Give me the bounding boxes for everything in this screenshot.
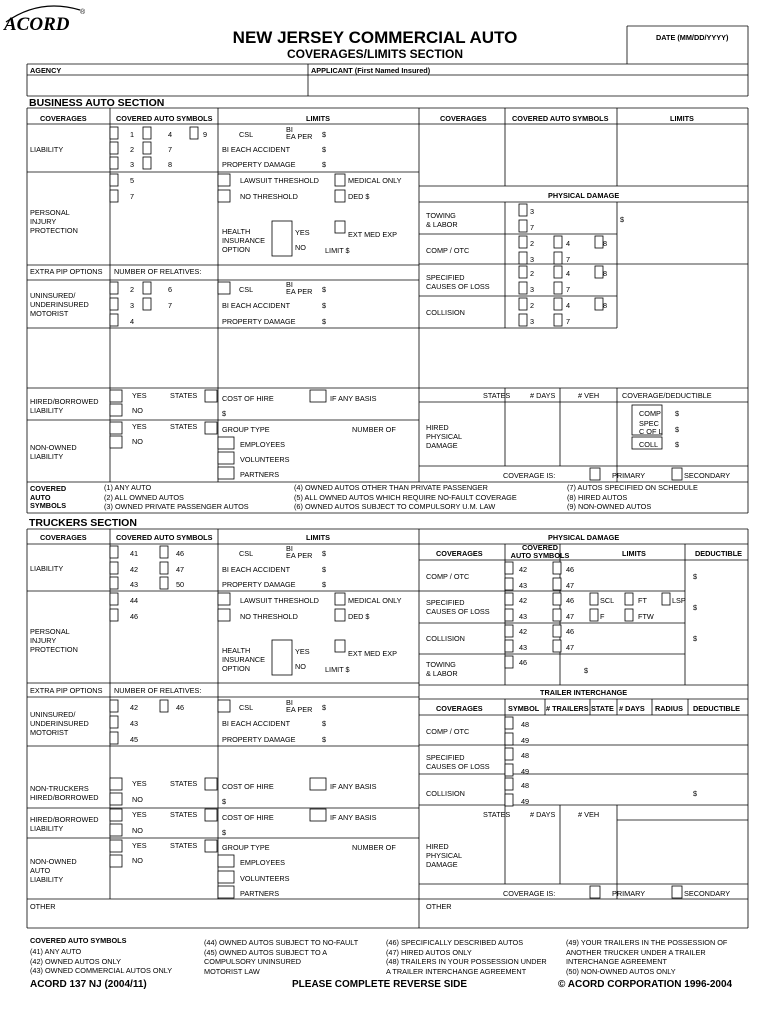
property-damage-label: PROPERTY DAMAGE xyxy=(222,580,296,589)
pip-label: PERSONAL INJURY PROTECTION xyxy=(30,208,78,235)
ea-per-label: EA PER xyxy=(286,705,313,714)
truckers-symbols-col1: (41) ANY AUTO (42) OWNED AUTOS ONLY (43) OWNED COMMERCIAL AUTOS ONLY xyxy=(30,947,173,975)
bi-each-accident-label: BI EACH ACCIDENT xyxy=(222,301,291,310)
states-label: STATES xyxy=(170,422,198,431)
liability-label: LIABILITY xyxy=(30,145,64,154)
collision-label: COLLISION xyxy=(426,634,465,643)
sym-43[interactable]: 43 xyxy=(130,719,139,728)
col-limits: LIMITS xyxy=(306,533,330,542)
business-auto-section-title: BUSINESS AUTO SECTION xyxy=(29,97,165,109)
bi-label: BI xyxy=(286,544,293,553)
dollar: $ xyxy=(675,425,680,434)
ded-label: DED $ xyxy=(348,192,370,201)
sym-47[interactable]: 47 xyxy=(566,581,575,590)
yes-label: YES xyxy=(295,647,310,656)
col-coverages-right: COVERAGES xyxy=(440,114,487,123)
sym-42[interactable]: 42 xyxy=(519,596,528,605)
property-damage-label: PROPERTY DAMAGE xyxy=(222,160,296,169)
sym-43[interactable]: 43 xyxy=(519,581,528,590)
specified-causes-label: SPECIFIED CAUSES OF LOSS xyxy=(426,273,490,291)
sym-49[interactable]: 49 xyxy=(521,736,530,745)
liability-label: LIABILITY xyxy=(30,564,64,573)
sym-43[interactable]: 43 xyxy=(519,612,528,621)
dollar: $ xyxy=(322,719,327,728)
col-limits-right: LIMITS xyxy=(622,549,646,558)
property-damage-label: PROPERTY DAMAGE xyxy=(222,735,296,744)
sym-42[interactable]: 42 xyxy=(130,565,139,574)
pip-label: PERSONAL INJURY PROTECTION xyxy=(30,627,78,654)
dollar: $ xyxy=(693,603,698,612)
sym-41[interactable]: 41 xyxy=(130,549,139,558)
sym-2[interactable]: 2 xyxy=(530,269,535,278)
ded-label: DED $ xyxy=(348,612,370,621)
no-threshold-label: NO THRESHOLD xyxy=(240,612,298,621)
cost-of-hire-label: COST OF HIRE xyxy=(222,782,274,791)
csl-label: CSL xyxy=(239,130,254,139)
veh-label: # VEH xyxy=(578,391,600,400)
sym-46[interactable]: 46 xyxy=(176,549,185,558)
sym-47[interactable]: 47 xyxy=(566,643,575,652)
lawsuit-threshold-label: LAWSUIT THRESHOLD xyxy=(240,596,319,605)
states-label: STATES xyxy=(170,841,198,850)
states-label: STATES xyxy=(170,810,198,819)
col-symbols-right: COVERED AUTO SYMBOLS xyxy=(512,114,609,123)
veh-label: # VEH xyxy=(578,810,600,819)
csl-label: CSL xyxy=(239,549,254,558)
dollar: $ xyxy=(322,130,327,139)
sym-7[interactable]: 7 xyxy=(530,223,535,232)
um-label: UNINSURED/ UNDERINSURED MOTORIST xyxy=(30,291,89,318)
primary-label: PRIMARY xyxy=(612,889,646,898)
sym-46[interactable]: 46 xyxy=(566,596,575,605)
col-trailers: # TRAILERS xyxy=(546,704,589,713)
dollar: $ xyxy=(322,301,327,310)
truckers-symbols-col4: (49) YOUR TRAILERS IN THE POSSESSION OF ANOTHER TRUCKER UNDER A TRAILER INTERCHANGE AGREEMENT (50) NON-OWNED AUTOS ONLY xyxy=(566,938,728,976)
sym-4[interactable]: 4 xyxy=(566,269,571,278)
sym-46[interactable]: 46 xyxy=(130,612,139,621)
yes-label: YES xyxy=(132,810,147,819)
col-symbol: SYMBOL xyxy=(508,704,540,713)
col-coverages-right: COVERAGES xyxy=(436,704,483,713)
sym-8[interactable]: 8 xyxy=(603,301,608,310)
ext-med-exp-label: EXT MED EXP xyxy=(348,649,397,658)
sym-7[interactable]: 7 xyxy=(168,301,173,310)
sym-7[interactable]: 7 xyxy=(566,317,571,326)
um-label: UNINSURED/ UNDERINSURED MOTORIST xyxy=(30,710,89,737)
dollar: $ xyxy=(322,580,327,589)
non-owned-auto-label: NON-OWNED AUTO LIABILITY xyxy=(30,857,77,884)
states-label: STATES xyxy=(170,391,198,400)
col-deductible: DEDUCTIBLE xyxy=(693,704,741,713)
comp-otc-label: COMP / OTC xyxy=(426,246,470,255)
other-label: OTHER xyxy=(426,902,452,911)
no-label: NO xyxy=(132,856,143,865)
sym-49[interactable]: 49 xyxy=(521,797,530,806)
dollar: $ xyxy=(584,666,589,675)
extra-pip-options-label: EXTRA PIP OPTIONS xyxy=(30,267,103,276)
sym-42[interactable]: 42 xyxy=(130,703,139,712)
no-label: NO xyxy=(295,243,306,252)
dollar: $ xyxy=(620,215,625,224)
partners-label: PARTNERS xyxy=(240,470,280,479)
sym-46[interactable]: 46 xyxy=(566,627,575,636)
limit-label: LIMIT $ xyxy=(325,246,350,255)
days-label: # DAYS xyxy=(530,391,556,400)
bi-label: BI xyxy=(286,698,293,707)
towing-label: TOWING & LABOR xyxy=(426,211,458,229)
symbols-legend-col2: (4) OWNED AUTOS OTHER THAN PRIVATE PASSENGER (5) ALL OWNED AUTOS WHICH REQUIRE NO-FAULT COVERAGE (6) OWNED AUTOS SUBJECT TO COMPULSORY U.M. LAW xyxy=(294,483,517,512)
date-label: DATE (MM/DD/YYYY) xyxy=(656,33,729,42)
days-label: # DAYS xyxy=(530,810,556,819)
group-type-label: GROUP TYPE xyxy=(222,843,270,852)
sym-49[interactable]: 49 xyxy=(521,767,530,776)
f-label: F xyxy=(600,612,605,621)
no-label: NO xyxy=(132,437,143,446)
states-label: STATES xyxy=(483,810,511,819)
hired-physical-damage-label: HIRED PHYSICAL DAMAGE xyxy=(426,423,463,450)
employees-label: EMPLOYEES xyxy=(240,858,286,867)
sym-3[interactable]: 3 xyxy=(530,255,535,264)
applicant-label: APPLICANT (First Named Insured) xyxy=(311,66,431,75)
secondary-label: SECONDARY xyxy=(684,471,731,480)
comp-otc-label: COMP / OTC xyxy=(426,727,470,736)
svg-text:®: ® xyxy=(80,9,86,16)
yes-label: YES xyxy=(132,391,147,400)
ea-per-label: EA PER xyxy=(286,132,313,141)
sym-4[interactable]: 4 xyxy=(168,130,173,139)
sym-7[interactable]: 7 xyxy=(130,192,135,201)
specified-causes-label: SPECIFIED CAUSES OF LOSS xyxy=(426,598,490,616)
sym-7[interactable]: 7 xyxy=(566,285,571,294)
truckers-section-title: TRUCKERS SECTION xyxy=(29,517,137,529)
col-covered-auto-symbols: COVERED AUTO SYMBOLS xyxy=(116,114,213,123)
non-truckers-label: NON-TRUCKERS HIRED/BORROWED xyxy=(30,784,99,802)
truckers-symbols-col2: (44) OWNED AUTOS SUBJECT TO NO-FAULT (45) OWNED AUTOS SUBJECT TO A COMPULSORY UNINSURED MOTORIST LAW xyxy=(204,938,359,976)
medical-only-label: MEDICAL ONLY xyxy=(348,596,402,605)
sym-4[interactable]: 4 xyxy=(130,317,135,326)
bi-each-accident-label: BI EACH ACCIDENT xyxy=(222,565,291,574)
number-of-relatives-label: NUMBER OF RELATIVES: xyxy=(114,686,202,695)
form-title: NEW JERSEY COMMERCIAL AUTO xyxy=(232,28,518,47)
symbols-legend-col1: (1) ANY AUTO (2) ALL OWNED AUTOS (3) OWNED PRIVATE PASSENGER AUTOS xyxy=(104,483,249,512)
number-of-label: NUMBER OF xyxy=(352,425,396,434)
volunteers-label: VOLUNTEERS xyxy=(240,874,290,883)
coverage-deductible-label: COVERAGE/DEDUCTIBLE xyxy=(622,391,712,400)
dollar: $ xyxy=(675,409,680,418)
bi-each-accident-label: BI EACH ACCIDENT xyxy=(222,719,291,728)
yes-label: YES xyxy=(295,228,310,237)
ea-per-label: EA PER xyxy=(286,287,313,296)
dollar: $ xyxy=(222,828,227,837)
sym-2[interactable]: 2 xyxy=(530,239,535,248)
col-covered-auto-symbols-right: COVERED AUTO SYMBOLS xyxy=(510,543,570,560)
sym-4[interactable]: 4 xyxy=(566,301,571,310)
dollar: $ xyxy=(322,285,327,294)
physical-damage-header: PHYSICAL DAMAGE xyxy=(548,533,620,542)
sym-2[interactable]: 2 xyxy=(130,145,135,154)
sym-42[interactable]: 42 xyxy=(519,565,528,574)
no-label: NO xyxy=(132,406,143,415)
col-limits-right: LIMITS xyxy=(670,114,694,123)
secondary-label: SECONDARY xyxy=(684,889,731,898)
sym-45[interactable]: 45 xyxy=(130,735,139,744)
sym-46[interactable]: 46 xyxy=(566,565,575,574)
sym-3[interactable]: 3 xyxy=(130,160,135,169)
col-state: STATE xyxy=(591,704,614,713)
yes-label: YES xyxy=(132,841,147,850)
no-label: NO xyxy=(295,662,306,671)
spec-col-label: SPEC C OF L xyxy=(639,419,663,436)
sym-48[interactable]: 48 xyxy=(521,751,530,760)
sym-3[interactable]: 3 xyxy=(530,207,535,216)
no-threshold-label: NO THRESHOLD xyxy=(240,192,298,201)
complete-reverse-notice: PLEASE COMPLETE REVERSE SIDE xyxy=(292,979,468,990)
volunteers-label: VOLUNTEERS xyxy=(240,455,290,464)
ext-med-exp-label: EXT MED EXP xyxy=(348,230,397,239)
sym-2[interactable]: 2 xyxy=(130,285,135,294)
acord-logo xyxy=(0,0,86,34)
form-subtitle: COVERAGES/LIMITS SECTION xyxy=(286,47,464,61)
sym-48[interactable]: 48 xyxy=(521,720,530,729)
sym-8[interactable]: 8 xyxy=(603,269,608,278)
sym-4[interactable]: 4 xyxy=(566,239,571,248)
partners-label: PARTNERS xyxy=(240,889,280,898)
sym-43[interactable]: 43 xyxy=(130,580,139,589)
collision-label: COLLISION xyxy=(426,308,465,317)
csl-label: CSL xyxy=(239,703,254,712)
group-type-label: GROUP TYPE xyxy=(222,425,270,434)
dollar: $ xyxy=(675,440,680,449)
hired-borrowed-label: HIRED/BORROWED LIABILITY xyxy=(30,397,99,415)
non-owned-label: NON-OWNED LIABILITY xyxy=(30,443,77,461)
col-coverages: COVERAGES xyxy=(40,533,87,542)
sym-42[interactable]: 42 xyxy=(519,627,528,636)
collision-label: COLLISION xyxy=(426,789,465,798)
sym-47[interactable]: 47 xyxy=(176,565,185,574)
sym-8[interactable]: 8 xyxy=(603,239,608,248)
sym-43[interactable]: 43 xyxy=(519,643,528,652)
hired-borrowed-label: HIRED/BORROWED LIABILITY xyxy=(30,815,99,833)
medical-only-label: MEDICAL ONLY xyxy=(348,176,402,185)
primary-label: PRIMARY xyxy=(612,471,646,480)
sym-2[interactable]: 2 xyxy=(530,301,535,310)
dollar: $ xyxy=(322,735,327,744)
sym-46[interactable]: 46 xyxy=(176,703,185,712)
truckers-covered-auto-symbols-title: COVERED AUTO SYMBOLS xyxy=(30,936,127,945)
dollar: $ xyxy=(322,565,327,574)
sym-1[interactable]: 1 xyxy=(130,130,135,139)
lawsuit-threshold-label: LAWSUIT THRESHOLD xyxy=(240,176,319,185)
lsp-label: LSP xyxy=(672,596,686,605)
limit-label: LIMIT $ xyxy=(325,665,350,674)
truckers-symbols-col3: (46) SPECIFICALLY DESCRIBED AUTOS (47) HIRED AUTOS ONLY (48) TRAILERS IN YOUR POSSESSION UNDER A TRAILER INTERCHANGE AGREEMENT xyxy=(386,938,547,976)
ea-per-label: EA PER xyxy=(286,551,313,560)
extra-pip-options-label: EXTRA PIP OPTIONS xyxy=(30,686,103,695)
if-any-basis-label: IF ANY BASIS xyxy=(330,394,377,403)
specified-causes-label: SPECIFIED CAUSES OF LOSS xyxy=(426,753,490,771)
scl-label: SCL xyxy=(600,596,615,605)
coverage-is-label: COVERAGE IS: xyxy=(503,471,556,480)
comp-otc-label: COMP / OTC xyxy=(426,572,470,581)
no-label: NO xyxy=(132,795,143,804)
copyright: © ACORD CORPORATION 1996-2004 xyxy=(558,979,733,990)
states-label: STATES xyxy=(483,391,511,400)
number-of-label: NUMBER OF xyxy=(352,843,396,852)
no-label: NO xyxy=(132,826,143,835)
col-deductible: DEDUCTIBLE xyxy=(695,549,743,558)
col-covered-auto-symbols: COVERED AUTO SYMBOLS xyxy=(116,533,213,542)
col-limits: LIMITS xyxy=(306,114,330,123)
sym-46[interactable]: 46 xyxy=(519,658,528,667)
bi-each-accident-label: BI EACH ACCIDENT xyxy=(222,145,291,154)
sym-44[interactable]: 44 xyxy=(130,596,139,605)
coverage-is-label: COVERAGE IS: xyxy=(503,889,556,898)
coll-label: COLL xyxy=(639,440,659,449)
dollar: $ xyxy=(693,789,698,798)
dollar: $ xyxy=(222,797,227,806)
svg-text:ACORD: ACORD xyxy=(4,14,70,34)
col-radius: RADIUS xyxy=(655,704,683,713)
cost-of-hire-label: COST OF HIRE xyxy=(222,394,274,403)
towing-label: TOWING & LABOR xyxy=(426,660,458,678)
if-any-basis-label: IF ANY BASIS xyxy=(330,782,377,791)
dollar: $ xyxy=(322,317,327,326)
other-label: OTHER xyxy=(30,902,56,911)
sym-48[interactable]: 48 xyxy=(521,781,530,790)
health-insurance-option-label: HEALTH INSURANCE OPTION xyxy=(222,227,265,254)
property-damage-label: PROPERTY DAMAGE xyxy=(222,317,296,326)
dollar: $ xyxy=(322,703,327,712)
form-id: ACORD 137 NJ (2004/11) xyxy=(30,979,147,990)
yes-label: YES xyxy=(132,779,147,788)
physical-damage-header: PHYSICAL DAMAGE xyxy=(548,191,620,200)
health-insurance-option-label: HEALTH INSURANCE OPTION xyxy=(222,646,265,673)
dollar: $ xyxy=(322,549,327,558)
symbols-legend-col3: (7) AUTOS SPECIFIED ON SCHEDULE (8) HIRED AUTOS (9) NON-OWNED AUTOS xyxy=(567,483,698,512)
employees-label: EMPLOYEES xyxy=(240,440,286,449)
sym-3[interactable]: 3 xyxy=(130,301,135,310)
comp-label: COMP xyxy=(639,409,661,418)
ftw-label: FTW xyxy=(638,612,654,621)
dollar: $ xyxy=(693,634,698,643)
sym-3[interactable]: 3 xyxy=(530,317,535,326)
cost-of-hire-label: COST OF HIRE xyxy=(222,813,274,822)
dollar: $ xyxy=(322,145,327,154)
states-label: STATES xyxy=(170,779,198,788)
col-coverages-right: COVERAGES xyxy=(436,549,483,558)
dollar: $ xyxy=(322,160,327,169)
sym-3[interactable]: 3 xyxy=(530,285,535,294)
if-any-basis-label: IF ANY BASIS xyxy=(330,813,377,822)
yes-label: YES xyxy=(132,422,147,431)
number-of-relatives-label: NUMBER OF RELATIVES: xyxy=(114,267,202,276)
sym-47[interactable]: 47 xyxy=(566,612,575,621)
covered-auto-symbols-title: COVERED AUTO SYMBOLS xyxy=(30,484,67,510)
col-coverages: COVERAGES xyxy=(40,114,87,123)
dollar: $ xyxy=(693,572,698,581)
sym-9[interactable]: 9 xyxy=(203,130,208,139)
sym-5[interactable]: 5 xyxy=(130,176,135,185)
csl-label: CSL xyxy=(239,285,254,294)
sym-50[interactable]: 50 xyxy=(176,580,185,589)
trailer-interchange-header: TRAILER INTERCHANGE xyxy=(540,688,628,697)
sym-8[interactable]: 8 xyxy=(168,160,173,169)
ft-label: FT xyxy=(638,596,647,605)
hired-physical-damage-label: HIRED PHYSICAL DAMAGE xyxy=(426,842,463,869)
sym-7[interactable]: 7 xyxy=(168,145,173,154)
sym-7[interactable]: 7 xyxy=(566,255,571,264)
dollar: $ xyxy=(222,409,227,418)
agency-label: AGENCY xyxy=(30,66,62,75)
bi-label: BI xyxy=(286,280,293,289)
sym-6[interactable]: 6 xyxy=(168,285,173,294)
col-days: # DAYS xyxy=(619,704,645,713)
bi-label: BI xyxy=(286,125,293,134)
